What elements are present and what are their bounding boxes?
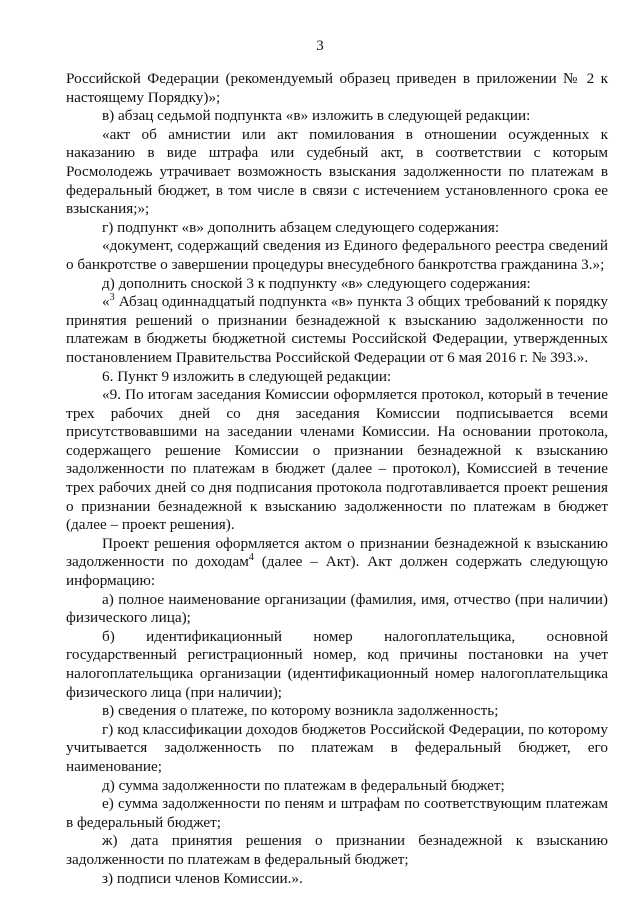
paragraph-9 [66,386,608,535]
paragraph-18 [66,870,608,889]
quote-mark: « [102,293,110,311]
paragraph-text: Российской Федерации (рекомендуемый образец приведен в приложении № 2 к настоящему Порядку)»; [66,70,608,106]
paragraph-16 [66,795,608,832]
paragraph-text-tail: (далее – Акт). Акт должен содержать следующую информацию: [66,553,608,590]
paragraph-text: Проект решения оформляется актом о признании безнадежной к взысканию задолженности по доходам [66,534,608,571]
document-body [66,70,608,888]
footnote-marker: 3 [109,292,115,304]
paragraph-text: «документ, содержащий сведения из Единого федерального реестра сведений о банкротстве о завершении процедуры внесудебного банкротства гражданина 3.»; [66,237,608,273]
paragraph-17 [66,832,608,869]
paragraph-text: Абзац одиннадцатый подпункта «в» пункта 3 общих требований к порядку принятия решений о признании безнадежной к взысканию задолженности по платежам в бюджеты бюджетной системы Российской Федерации, утвержденных постановлением Правительства Российской Федерации от 6 мая 2016 г. № 393.». [66,293,608,366]
paragraph-text: 6. Пункт 9 изложить в следующей редакции: [102,367,392,385]
paragraph-14 [66,721,608,777]
paragraph-text: г) подпункт «в» дополнить абзацем следующего содержания: [102,218,500,236]
paragraph-7-footnote-3 [66,293,608,367]
paragraph-text: е) сумма задолженности по пеням и штрафам по соответствующим платежам в федеральный бюджет; [66,795,608,831]
paragraph-3 [66,126,608,219]
paragraph-text: г) код классификации доходов бюджетов Российской Федерации, по которому учитывается задолженность по платежам в федеральный бюджет, его наименование; [66,720,608,775]
paragraph-text: в) абзац седьмой подпункта «в» изложить в следующей редакции: [102,107,531,125]
paragraph-2 [66,107,608,126]
paragraph-text: ж) дата принятия решения о признании безнадежной к взысканию задолженности по платежам в федеральный бюджет; [66,832,608,868]
paragraph-15 [66,777,608,796]
paragraph-1 [66,70,608,107]
paragraph-text: д) сумма задолженности по платежам в федеральный бюджет; [102,776,505,794]
paragraph-5 [66,237,608,274]
paragraph-11 [66,591,608,628]
paragraph-text: а) полное наименование организации (фамилия, имя, отчество (при наличии) физического лица); [66,590,608,627]
paragraph-text: б) идентификационный номер налогоплательщика, основной государственный регистрационный номер, код причины постановки на учет налогоплательщика организации (идентификационный номер налогоплательщика физического лица (при наличии); [66,627,608,701]
paragraph-6 [66,275,608,294]
paragraph-4 [66,219,608,238]
paragraph-13 [66,702,608,721]
paragraph-text: д) дополнить сноской 3 к подпункту «в» следующего содержания: [102,274,531,292]
paragraph-12 [66,628,608,702]
paragraph-text: в) сведения о платеже, по которому возникла задолженность; [102,702,499,720]
page-number: 3 [316,38,324,54]
footnote-marker: 4 [248,552,254,564]
paragraph-text: з) подписи членов Комиссии.». [102,869,303,887]
paragraph-8 [66,368,608,387]
paragraph-text: «акт об амнистии или акт помилования в отношении осужденных к наказанию в виде штрафа или судебный акт, в соответствии с которым Росмолодежь утрачивает возможность взыскания задолженности по платежам в федеральный бюджет, в том числе в связи с истечением установленного срока ее взыскания;»; [66,125,608,218]
paragraph-10 [66,535,608,591]
paragraph-text: «9. По итогам заседания Комиссии оформляется протокол, который в течение трех рабочих дней со дня заседания Комиссии подписывается всеми присутствовавшими на заседании членами Комиссии. На основании протокола, содержащего решение Комиссии о признании безнадежной к взысканию задолженности по платежам в бюджет (далее – протокол), Комиссией в течение трех рабочих дней со дня подписания протокола подготавливается проект решения о признании безнадежной к взысканию задолженности по платежам в бюджет (далее – проект решения). [66,386,608,534]
